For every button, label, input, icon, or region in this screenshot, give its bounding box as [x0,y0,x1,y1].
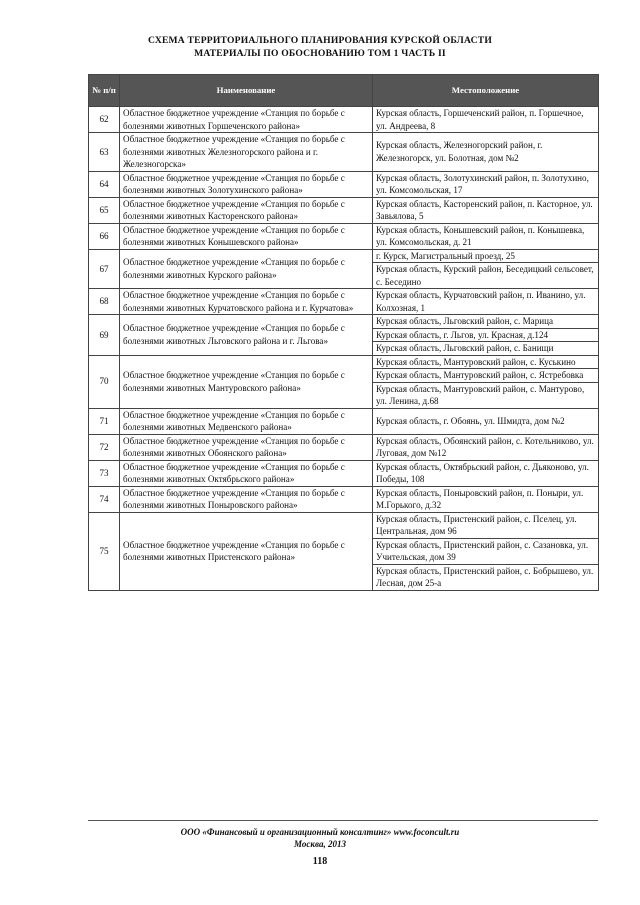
institution-location: Курская область, Железногорский район, г. Железногорск, ул. Болотная, дом №2 [373,133,599,172]
institution-name: Областное бюджетное учреждение «Станция по борьбе с болезнями животных Поныровского района» [120,486,373,512]
institution-location: Курская область, Октябрьский район, с. Дьяконово, ул. Победы, 108 [373,460,599,486]
institution-name: Областное бюджетное учреждение «Станция по борьбе с болезнями животных Курчатовского района и г. Курчатова» [120,289,373,315]
institution-location: Курская область, Курчатовский район, п. Иванино, ул. Колхозная, 1 [373,289,599,315]
institution-name: Областное бюджетное учреждение «Станция по борьбе с болезнями животных Конышевского района» [120,223,373,249]
institution-name: Областное бюджетное учреждение «Станция по борьбе с болезнями животных Медвенского района» [120,408,373,434]
institution-name: Областное бюджетное учреждение «Станция по борьбе с болезнями животных Железногорского района и г. Железногорска» [120,133,373,172]
table-row [89,133,599,172]
page-number: 118 [312,856,328,867]
institution-location: Курская область, Льговский район, с. Марица [373,315,599,329]
institution-name: Областное бюджетное учреждение «Станция по борьбе с болезнями животных Касторенского района» [120,197,373,223]
row-number: 69 [89,315,120,356]
institution-location: Курская область, Обоянский район, с. Котельниково, ул. Луговая, дом №12 [373,434,599,460]
row-number: 66 [89,223,120,249]
row-number: 73 [89,460,120,486]
row-number: 64 [89,171,120,197]
header-title: СХЕМА ТЕРРИТОРИАЛЬНОГО ПЛАНИРОВАНИЯ КУРСКОЙ ОБЛАСТИ [147,35,493,46]
row-number: 62 [89,107,120,133]
institution-name: Областное бюджетное учреждение «Станция по борьбе с болезнями животных Льговского района и г. Льгова» [120,315,373,356]
table-row [89,249,599,263]
institution-location: Курская область, г. Обоянь, ул. Шмидта, дом №2 [373,408,599,434]
table-header-row [89,75,599,107]
institutions-table [88,74,599,591]
row-number: 65 [89,197,120,223]
col-header-name: Наименование [120,75,373,107]
table-row [89,460,599,486]
footer-company: ООО «Финансовый и организационный консалтинг» www.foconcult.ru [180,827,460,837]
row-number: 71 [89,408,120,434]
institution-location: Курская область, Пристенский район, с. Пселец, ул. Центральная, дом 96 [373,512,599,538]
institution-name: Областное бюджетное учреждение «Станция по борьбе с болезнями животных Октябрьского района» [120,460,373,486]
institution-name: Областное бюджетное учреждение «Станция по борьбе с болезнями животных Курского района» [120,249,373,289]
table-row [89,107,599,133]
institution-location: Курская область, г. Льгов, ул. Красная, д.124 [373,328,599,342]
institution-name: Областное бюджетное учреждение «Станция по борьбе с болезнями животных Пристенского района» [120,512,373,590]
institution-location: Курская область, Конышевский район, п. Конышевка, ул. Комсомольская, д. 21 [373,223,599,249]
institution-location: Курская область, Пристенский район, с. Бобрышево, ул. Лесная, дом 25-а [373,564,599,590]
table-row [89,512,599,538]
row-number: 67 [89,249,120,289]
document-header [0,34,640,60]
institution-location: Курская область, Льговский район, с. Банищи [373,342,599,356]
institution-location: Курская область, Мантуровский район, с. Мантурово, ул. Ленина, д.68 [373,382,599,408]
institution-location: г. Курск, Магистральный проезд, 25 [373,249,599,263]
institution-location: Курская область, Золотухинский район, п. Золотухино, ул. Комсомольская, 17 [373,171,599,197]
institution-location: Курская область, Мантуровский район, с. Куськино [373,355,599,369]
institution-location: Курская область, Пристенский район, с. Сазановка, ул. Учительская, дом 39 [373,538,599,564]
table-row [89,223,599,249]
row-number: 72 [89,434,120,460]
institution-name: Областное бюджетное учреждение «Станция по борьбе с болезнями животных Обоянского района» [120,434,373,460]
institution-location: Курская область, Горшеченский район, п. Горшечное, ул. Андреева, 8 [373,107,599,133]
institution-location: Курская область, Поныровский район, п. Поныри, ул. М.Горького, д.32 [373,486,599,512]
institution-name: Областное бюджетное учреждение «Станция по борьбе с болезнями животных Золотухинского района» [120,171,373,197]
table-row [89,408,599,434]
institution-location: Курская область, Касторенский район, п. Касторное, ул. Завьялова, 5 [373,197,599,223]
row-number: 68 [89,289,120,315]
table-row [89,355,599,369]
table-row [89,289,599,315]
row-number: 70 [89,355,120,408]
institution-location: Курская область, Мантуровский район, с. Ястребовка [373,369,599,383]
table-row [89,197,599,223]
footer-divider [88,820,598,821]
table-row [89,315,599,329]
table-body [89,107,599,591]
document-footer [0,826,640,850]
row-number: 63 [89,133,120,172]
institution-location: Курская область, Курский район, Беседицкий сельсовет, с. Беседино [373,263,599,289]
row-number: 75 [89,512,120,590]
col-header-location: Местоположение [373,75,599,107]
institution-name: Областное бюджетное учреждение «Станция по борьбе с болезнями животных Горшеченского района» [120,107,373,133]
col-header-num: № п/п [89,75,120,107]
table-row [89,486,599,512]
row-number: 74 [89,486,120,512]
header-subtitle: МАТЕРИАЛЫ ПО ОБОСНОВАНИЮ ТОМ 1 ЧАСТЬ II [194,48,446,59]
footer-city-year: Москва, 2013 [294,839,346,849]
table-row [89,171,599,197]
institution-name: Областное бюджетное учреждение «Станция по борьбе с болезнями животных Мантуровского района» [120,355,373,408]
table-row [89,434,599,460]
